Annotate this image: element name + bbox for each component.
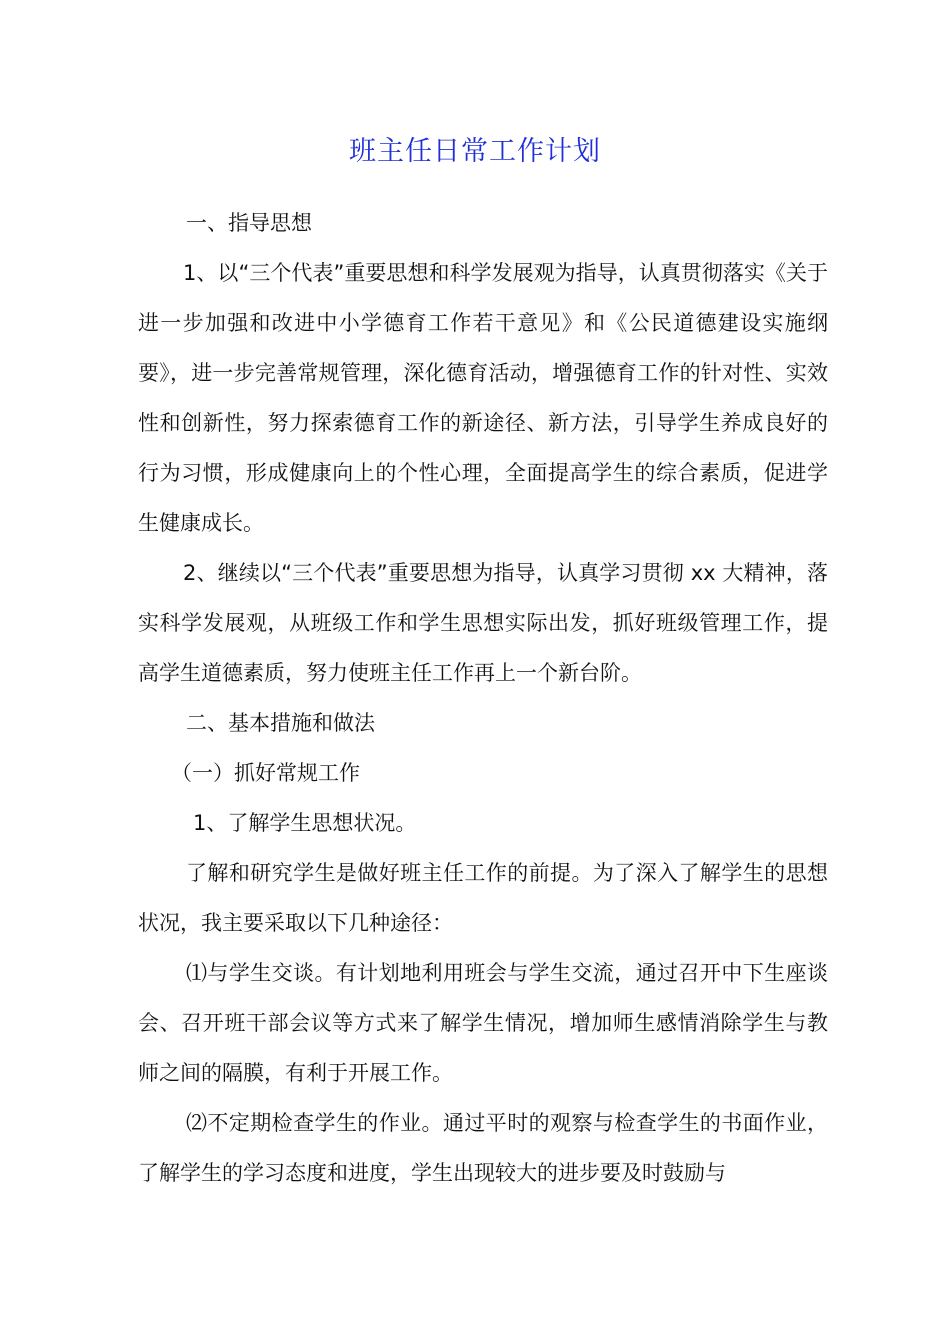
section-heading-guiding-thought: 一、指导思想 (186, 211, 312, 235)
subsection-heading-routine-work: （一）抓好常规工作 (171, 761, 360, 785)
paragraph-understand-students: 了解和研究学生是做好班主任工作的前提。为了深入了解学生的思想状况，我主要采取以下几种途径： (138, 861, 828, 935)
paragraph-2: 2、继续以“三个代表”重要思想为指导，认真学习贯彻 xx 大精神，落实科学发展观，从班级工作和学生思想实际出发，抓好班级管理工作，提高学生道德素质，努力使班主任工作再上一个新台阶。 (138, 561, 828, 685)
paragraph-check-homework: ⑵不定期检查学生的作业。通过平时的观察与检查学生的书面作业，了解学生的学习态度和进度，学生出现较大的进步要及时鼓励与 (138, 1111, 828, 1185)
paragraph-talk-with-students: ⑴与学生交谈。有计划地利用班会与学生交流，通过召开中下生座谈会、召开班干部会议等方式来了解学生情况，增加师生感情消除学生与教师之间的隔膜，有利于开展工作。 (138, 961, 828, 1085)
document-body (138, 198, 828, 1198)
document-title: 班主任日常工作计划 (349, 136, 601, 167)
item-heading-understand-students: 1、了解学生思想状况。 (193, 811, 417, 835)
paragraph-1: 1、以“三个代表”重要思想和科学发展观为指导，认真贯彻落实《关于进一步加强和改进中小学德育工作若干意见》和《公民道德建设实施纲要》，进一步完善常规管理，深化德育活动，增强德育工作的针对性、实效性和创新性，努力探索德育工作的新途径、新方法，引导学生养成良好的行为习惯，形成健康向上的个性心理，全面提高学生的综合素质，促进学生健康成长。 (138, 261, 828, 535)
section-heading-measures: 二、基本措施和做法 (186, 711, 375, 735)
